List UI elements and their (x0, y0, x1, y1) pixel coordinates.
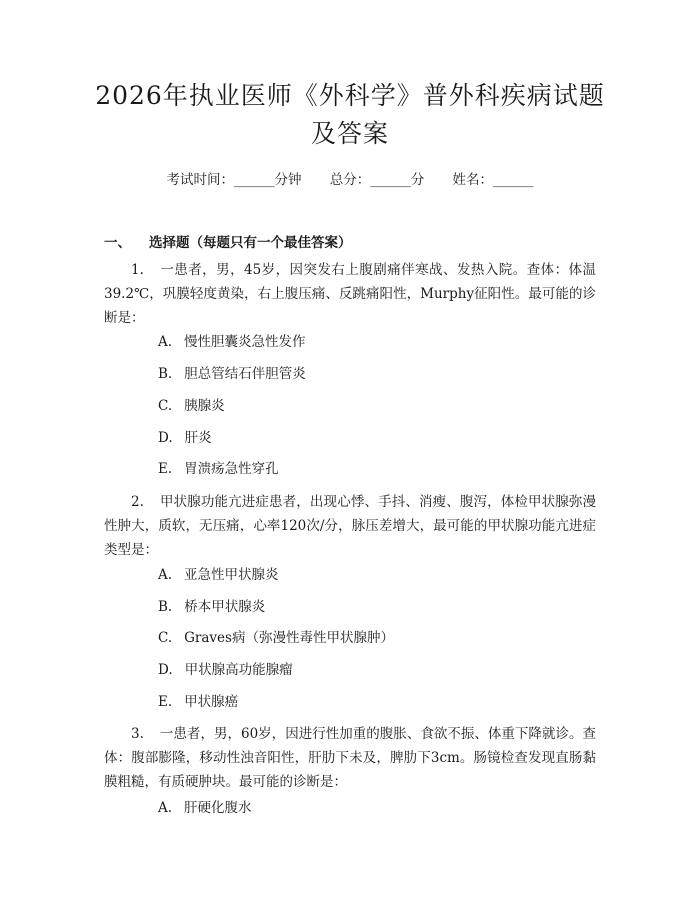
option-letter: A. (158, 567, 173, 583)
option-text: 胃溃疡急性穿孔 (184, 461, 279, 477)
option-text: 亚急性甲状腺炎 (184, 567, 279, 583)
question-stem: 一患者，男，45岁，因突发右上腹剧痛伴寒战、发热入院。查体：体温39.2℃，巩膜轻度黄染，右上腹压痛、反跳痛阳性，Murphy征阳性。最可能的诊断是： (104, 262, 596, 326)
question-1-option-d (158, 428, 212, 448)
question-1 (104, 258, 596, 330)
option-letter: C. (158, 398, 173, 414)
document-title: 2026年执业医师《外科学》普外科疾病试题 (95, 81, 605, 110)
question-stem: 一患者，男，60岁，因进行性加重的腹胀、食欲不振、体重下降就诊。查体：腹部膨隆，移动性浊音阳性，肝肋下未及，脾肋下3cm。肠镜检查发现直肠黏膜粗糙，有质硬肿块。最可能的诊断是： (104, 726, 596, 790)
option-text: 胆总管结石伴胆管炎 (184, 366, 306, 382)
option-letter: E. (158, 694, 173, 710)
question-2-option-e (158, 692, 238, 712)
option-letter: E. (158, 461, 173, 477)
question-2-option-b (158, 597, 265, 617)
question-2-option-a (158, 565, 279, 585)
section-heading (104, 231, 352, 251)
option-letter: B. (158, 366, 173, 382)
question-1-option-b (158, 364, 306, 384)
exam-info (0, 168, 700, 188)
question-number: 2. (131, 494, 144, 510)
option-text: 肝炎 (184, 430, 212, 446)
question-number: 3. (131, 726, 144, 742)
question-stem: 甲状腺功能亢进症患者，出现心悸、手抖、消瘦、腹泻，体检甲状腺弥漫性肿大，质软，无压痛，心率120次/分，脉压差增大，最可能的甲状腺功能亢进症类型是： (104, 494, 596, 558)
exam-time: 考试时间：______分钟 (166, 172, 302, 188)
question-number: 1. (131, 262, 144, 278)
option-text: 慢性胆囊炎急性发作 (184, 334, 306, 350)
candidate-name: 姓名：______ (452, 172, 534, 188)
section-number: 一、 (104, 235, 131, 251)
option-text: 桥本甲状腺炎 (184, 599, 266, 615)
option-text: 甲状腺癌 (184, 694, 239, 710)
question-1-option-c (158, 396, 225, 416)
option-letter: D. (158, 662, 173, 678)
option-letter: A. (158, 334, 173, 350)
question-3 (104, 722, 596, 794)
question-2-option-d (158, 660, 293, 680)
question-2 (104, 490, 596, 562)
document-title-continued: 及答案 (310, 119, 389, 148)
section-label: 选择题（每题只有一个最佳答案） (149, 235, 352, 251)
option-text: 甲状腺高功能腺瘤 (184, 662, 293, 678)
option-text: 肝硬化腹水 (184, 800, 252, 816)
option-text: Graves病（弥漫性毒性甲状腺肿） (184, 630, 394, 646)
question-2-option-c (158, 628, 394, 648)
option-letter: C. (158, 630, 173, 646)
option-letter: A. (158, 800, 173, 816)
question-1-option-a (158, 332, 306, 352)
option-text: 胰腺炎 (184, 398, 225, 414)
option-letter: D. (158, 430, 173, 446)
question-1-option-e (158, 459, 279, 479)
total-score: 总分：______分 (329, 172, 425, 188)
option-letter: B. (158, 599, 173, 615)
question-3-option-a (158, 798, 252, 818)
